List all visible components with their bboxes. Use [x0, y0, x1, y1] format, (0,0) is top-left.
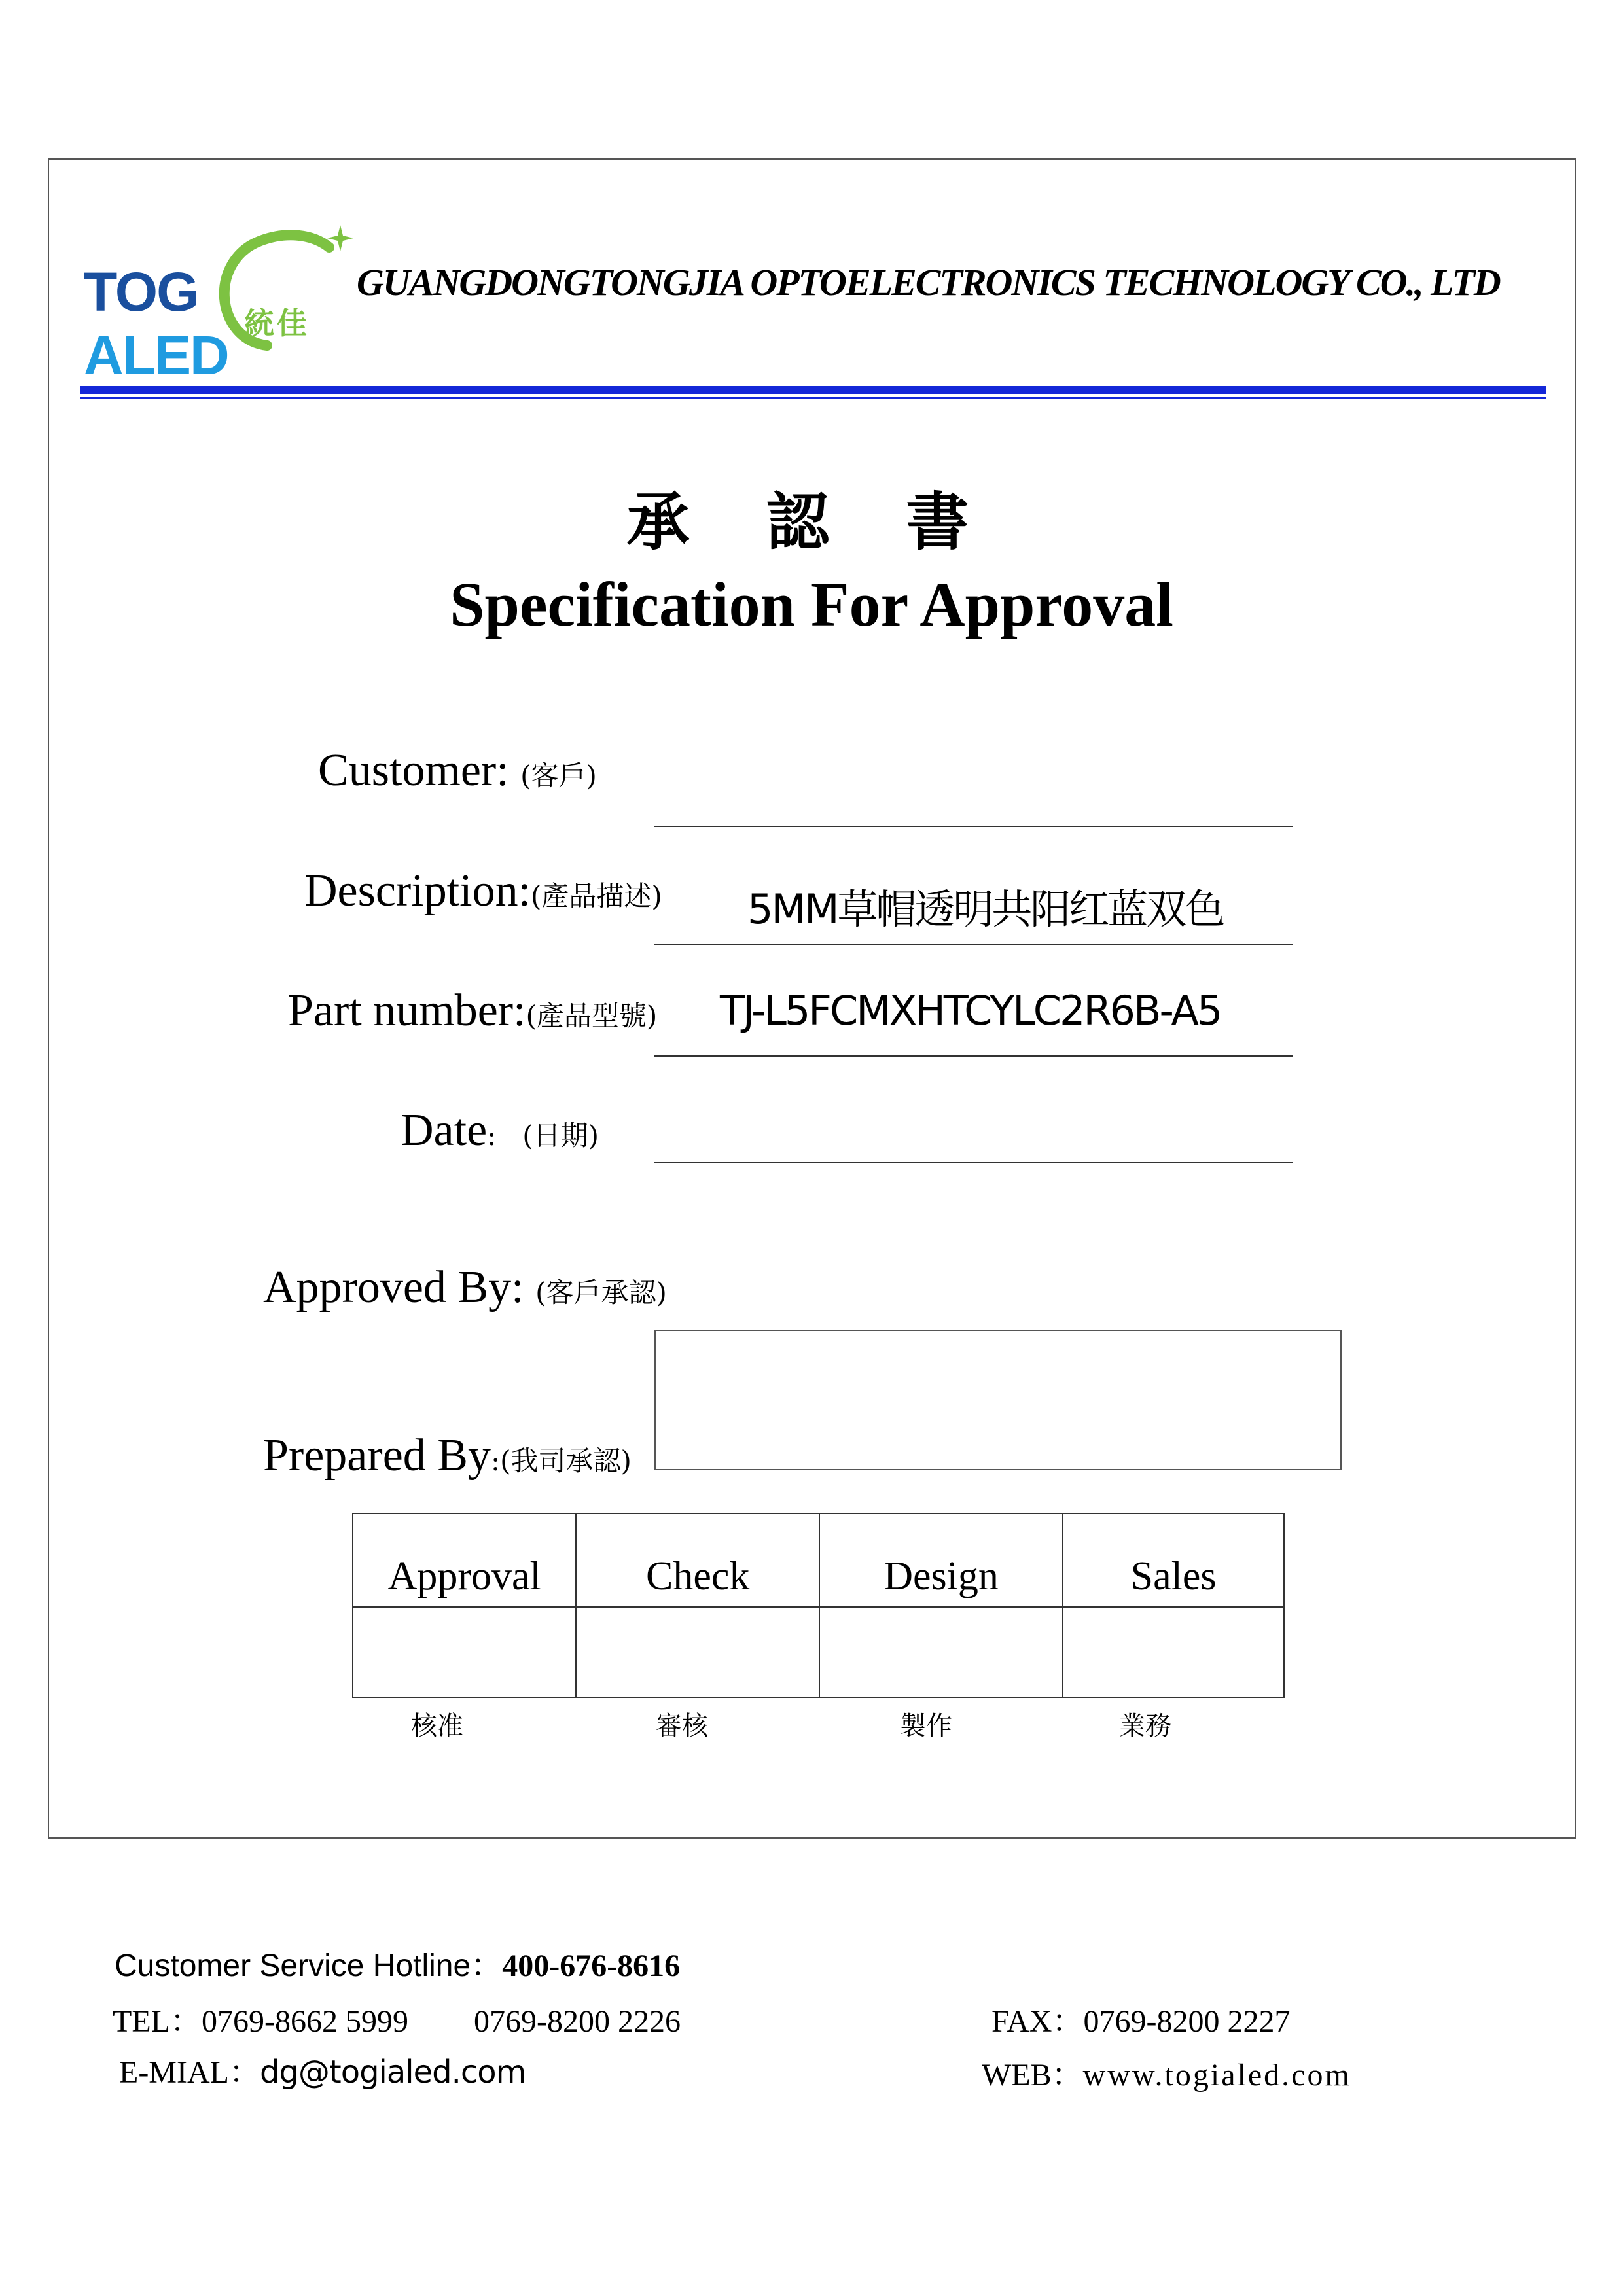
signature-table-header — [353, 1513, 1284, 1607]
email-line: E-MIAL：dg@togialed.com — [119, 2054, 526, 2091]
header-approval: Approval — [353, 1513, 576, 1607]
fax-number: 0769-8200 2227 — [1083, 2004, 1291, 2039]
header-sales: Sales — [1063, 1513, 1284, 1607]
company-logo — [84, 221, 352, 386]
role-sales-cn: 業務 — [1119, 1711, 1171, 1741]
signature-table — [352, 1513, 1285, 1698]
role-design-cn: 製作 — [900, 1711, 952, 1741]
prepared-by-label: Prepared By:(我司承認) — [263, 1430, 632, 1481]
logo-chinese-text: 統佳 — [244, 306, 310, 341]
signature-cell-design[interactable] — [819, 1607, 1063, 1697]
signature-cell-check[interactable] — [576, 1607, 819, 1697]
role-check-cn: 審核 — [656, 1711, 708, 1741]
hotline-line — [115, 1940, 680, 1985]
signature-cell-approval[interactable] — [353, 1607, 576, 1697]
part-number-field-line[interactable] — [654, 1055, 1293, 1057]
part-number-value: TJ-L5FCMXHTCYLC2R6B-A5 — [720, 987, 1221, 1034]
website-link[interactable]: www.togialed.com — [1082, 2058, 1351, 2093]
approved-by-label: Approved By: (客戶承認) — [263, 1262, 667, 1313]
hotline-number: 400-676-8616 — [502, 1949, 681, 1983]
part-number-label: Part number:(產品型號) — [288, 985, 658, 1036]
logo-wordmark: TOGALED — [84, 261, 228, 386]
web-line: WEB：www.togialed.com — [982, 2058, 1351, 2093]
description-value: 5MM草帽透明共阳红蓝双色 — [747, 885, 1224, 933]
hotline-label: Customer Service Hotline： — [115, 1949, 503, 1983]
header-rule-thin — [80, 397, 1546, 399]
tel-number-1: 0769-8662 5999 — [201, 2004, 408, 2039]
fax-line: FAX：0769-8200 2227 — [991, 2004, 1291, 2039]
tel-number-2: 0769-8200 2226 — [473, 2004, 681, 2039]
signature-table-row — [353, 1607, 1284, 1697]
date-field-line[interactable] — [654, 1162, 1293, 1163]
company-name: GUANGDONGTONGJIA OPTOELECTRONICS TECHNOLOGY CO., LTD — [357, 261, 1500, 304]
description-field-line[interactable] — [654, 944, 1293, 945]
date-label: Date: (日期) — [401, 1105, 599, 1156]
customer-label: Customer: (客戶) — [318, 745, 597, 796]
email-address[interactable]: ：dg@togialed.com — [228, 2054, 526, 2091]
signature-cell-sales[interactable] — [1063, 1607, 1284, 1697]
description-label: Description:(產品描述) — [304, 866, 662, 916]
customer-signature-box[interactable] — [654, 1330, 1342, 1470]
title-english: Specification For Approval — [450, 569, 1173, 639]
tel-line: TEL：0769-8662 5999 0769-8200 2226 — [113, 2004, 681, 2039]
header-rule — [80, 386, 1546, 394]
header-check: Check — [576, 1513, 819, 1607]
customer-field-line[interactable] — [654, 826, 1293, 827]
role-approval-cn: 核准 — [411, 1711, 463, 1741]
header-design: Design — [819, 1513, 1063, 1607]
title-chinese: 承 認 書 — [626, 486, 997, 559]
